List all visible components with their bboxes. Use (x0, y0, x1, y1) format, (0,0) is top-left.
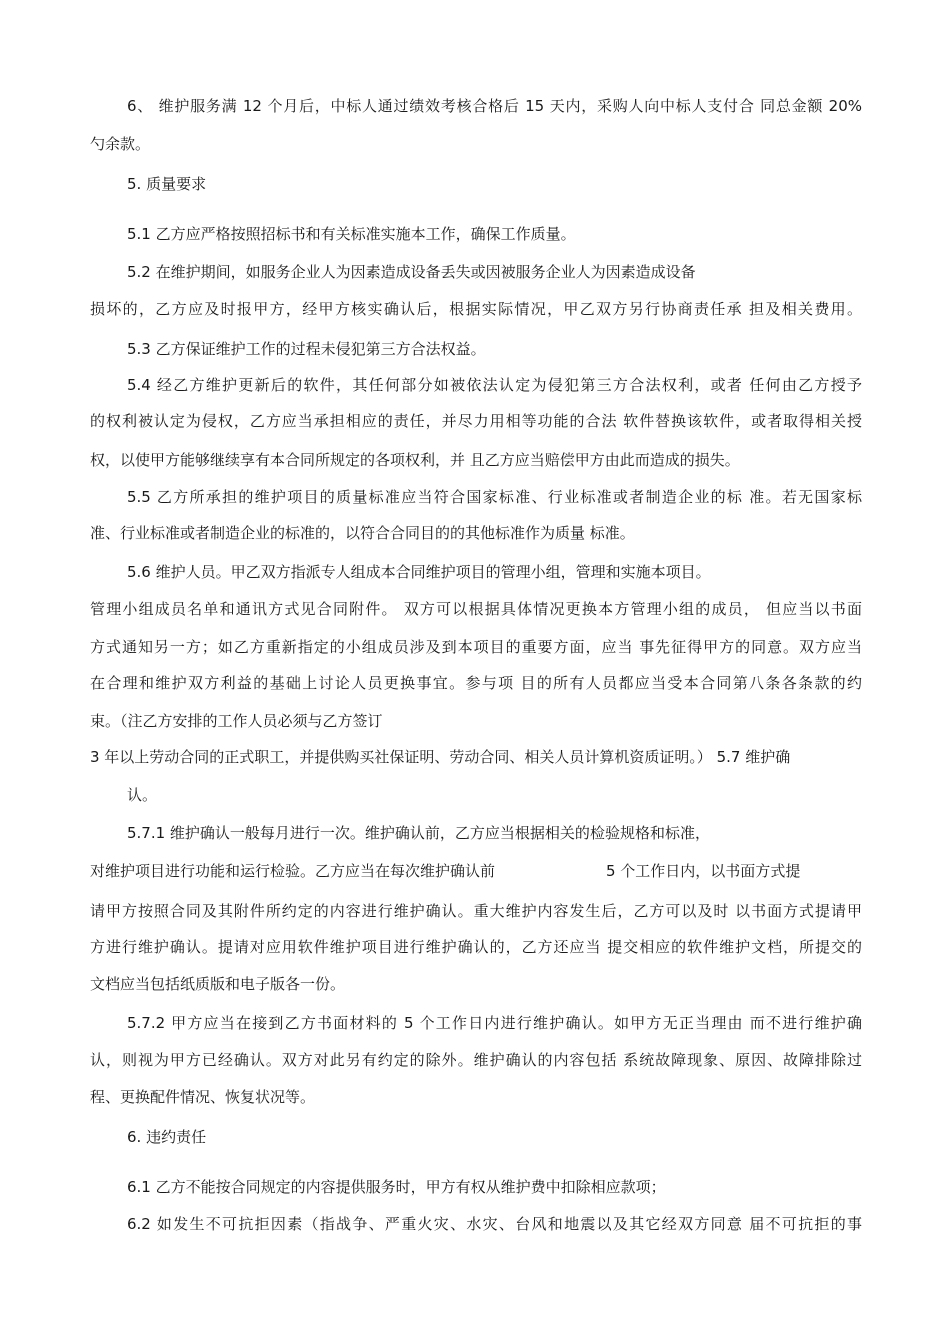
clause-5-2-line-1: 5.2 在维护期间，如服务企业人为因素造成设备丢失或因被服务企业人为因素造成设备 (127, 263, 696, 281)
clause-5-4-line-1: 5.4 经乙方维护更新后的软件，其任何部分如被依法认定为侵犯第三方合法权利，或者 任何由乙方授予 (127, 376, 862, 394)
clause-5-6-line-5: 束。（注乙方安排的工作人员必须与乙方签订 (90, 712, 383, 730)
clause-5-7-heading-end: 认。 (127, 786, 158, 804)
clause-5-5-line-2: 准、行业标准或者制造企业的标准的，以符合合同目的的其他标准作为质量 标准。 (90, 524, 635, 542)
payment-clause-line-2: 勺余款。 (90, 135, 151, 153)
clause-5-6-line-6: 3 年以上劳动合同的正式职工，并提供购买社保证明、劳动合同、相关人员计算机资质证明。） 5.7 维护确 (90, 748, 791, 766)
section-5-heading: 5. 质量要求 (127, 175, 207, 193)
clause-5-7-1-line-1: 5.7.1 维护确认一般每月进行一次。维护确认前，乙方应当根据相关的检验规格和标准， (127, 824, 710, 842)
clause-5-7-1-line-3: 请甲方按照合同及其附件所约定的内容进行维护确认。重大维护内容发生后，乙方可以及时 以书面方式提请甲 (90, 902, 862, 920)
clause-5-7-1-line-4: 方进行维护确认。提请对应用软件维护项目进行维护确认的，乙方还应当 提交相应的软件维护文档，所提交的 (90, 938, 862, 956)
payment-clause-line-1: 6、 维护服务满 12 个月后，中标人通过绩效考核合格后 15 天内，采购人向中标人支付合 同总金额 20% (127, 97, 862, 115)
section-6-heading: 6. 违约责任 (127, 1128, 207, 1146)
clause-5-6-line-2: 管理小组成员名单和通讯方式见合同附件。 双方可以根据具体情况更换本方管理小组的成员， 但应当以书面 (90, 600, 862, 618)
clause-5-2-line-2: 损坏的，乙方应及时报甲方，经甲方核实确认后，根据实际情况，甲乙双方另行协商责任承 担及相关费用。 (90, 300, 862, 318)
clause-6-2-line-1: 6.2 如发生不可抗拒因素（指战争、严重火灾、水灾、台风和地震以及其它经双方同意 届不可抗拒的事 (127, 1215, 862, 1233)
clause-5-4-line-3: 权，以使甲方能够继续享有本合同所规定的各项权利，并 且乙方应当赔偿甲方由此而造成的损失。 (90, 451, 740, 469)
clause-5-6-line-4: 在合理和维护双方利益的基础上讨论人员更换事宜。参与项 目的所有人员都应当受本合同第八条各条款的约 (90, 674, 862, 692)
clause-5-7-2-line-3: 程、更换配件情况、恢复状况等。 (90, 1088, 316, 1106)
clause-5-6-line-3: 方式通知另一方；如乙方重新指定的小组成员涉及到本项目的重要方面，应当 事先征得甲方的同意。双方应当 (90, 638, 862, 656)
clause-5-7-2-line-2: 认，则视为甲方已经确认。双方对此另有约定的除外。维护确认的内容包括 系统故障现象、原因、故障排除过 (90, 1051, 862, 1069)
clause-5-7-1-line-2b: 5 个工作日内，以书面方式提 (606, 862, 801, 880)
clause-5-7-2-line-1: 5.7.2 甲方应当在接到乙方书面材料的 5 个工作日内进行维护确认。如甲方无正当理由 而不进行维护确 (127, 1014, 862, 1032)
clause-5-7-1-line-5: 文档应当包括纸质版和电子版各一份。 (90, 975, 346, 993)
clause-5-5-line-1: 5.5 乙方所承担的维护项目的质量标准应当符合国家标准、行业标准或者制造企业的标 准。若无国家标 (127, 488, 862, 506)
clause-5-4-line-2: 的权利被认定为侵权，乙方应当承担相应的责任，并尽力用相等功能的合法 软件替换该软件，或者取得相关授 (90, 412, 862, 430)
clause-6-1: 6.1 乙方不能按合同规定的内容提供服务时，甲方有权从维护费中扣除相应款项； (127, 1178, 666, 1196)
clause-5-3: 5.3 乙方保证维护工作的过程未侵犯第三方合法权益。 (127, 340, 486, 358)
clause-5-6-line-1: 5.6 维护人员。甲乙双方指派专人组成本合同维护项目的管理小组，管理和实施本项目。 (127, 563, 711, 581)
clause-5-7-1-line-2a: 对维护项目进行功能和运行检验。乙方应当在每次维护确认前 (90, 862, 496, 880)
clause-5-1: 5.1 乙方应严格按照招标书和有关标准实施本工作，确保工作质量。 (127, 225, 576, 243)
